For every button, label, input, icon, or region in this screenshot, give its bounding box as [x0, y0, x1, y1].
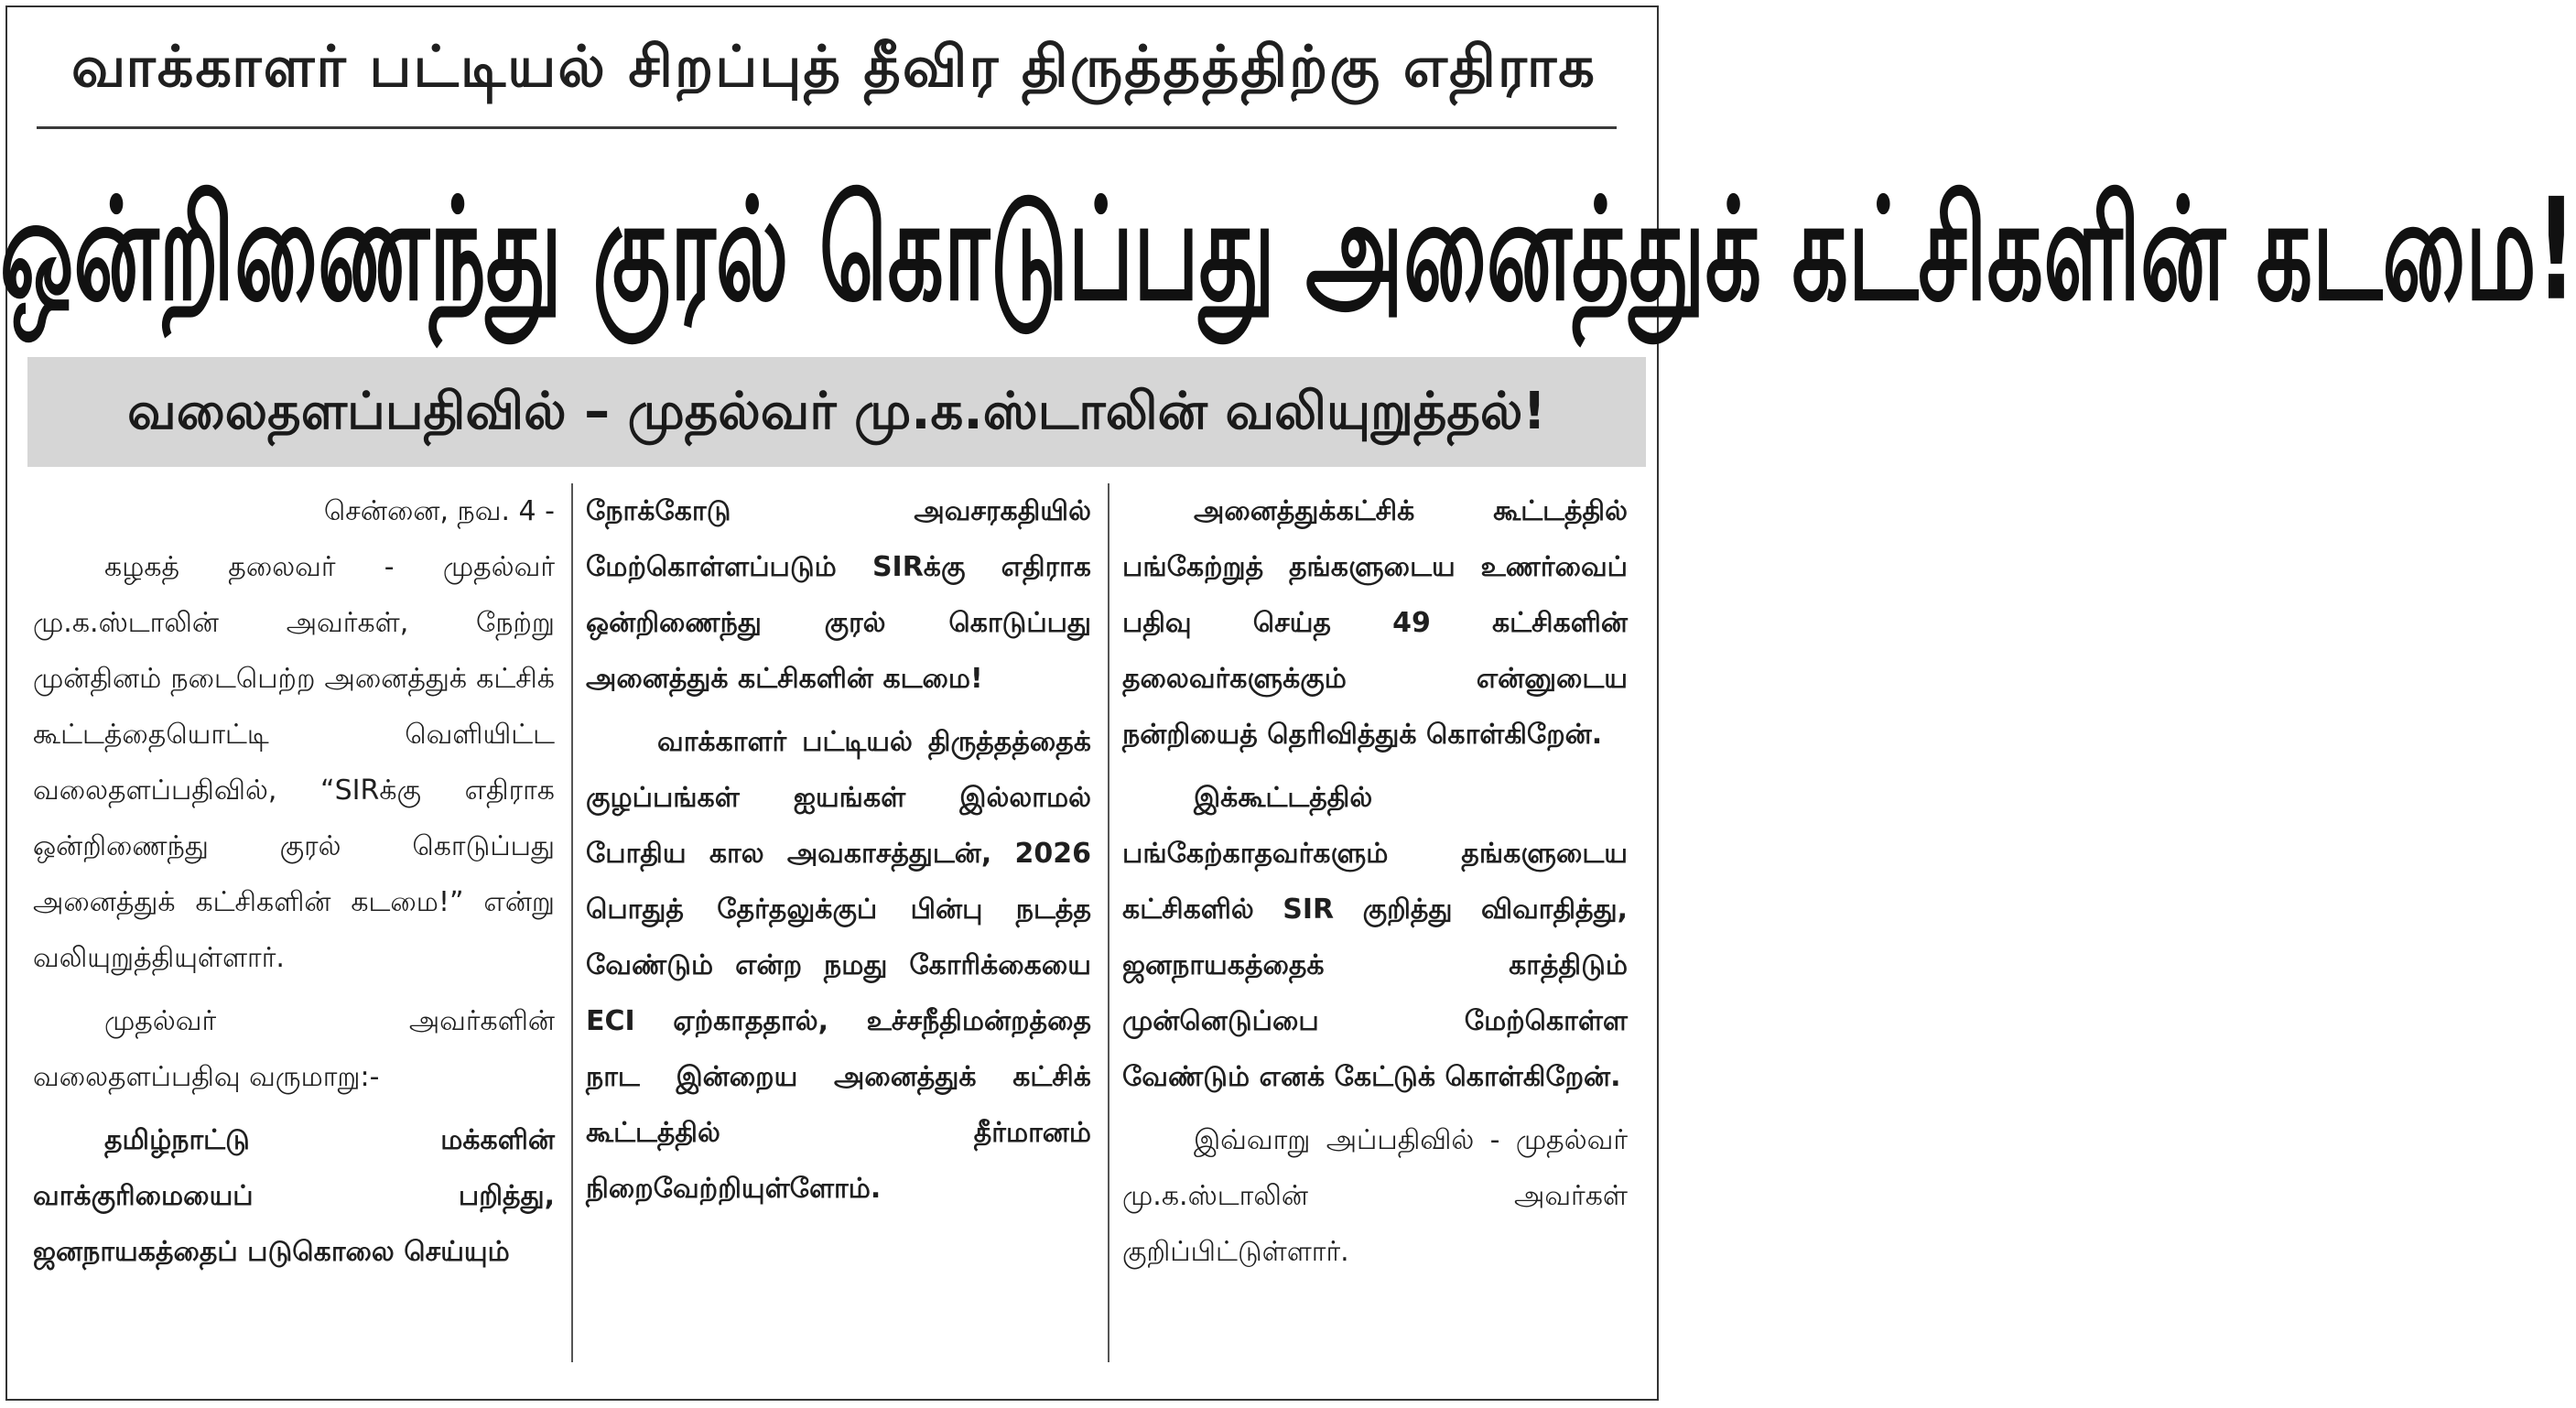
article-column-2: [586, 483, 1091, 1390]
article-column-1: [33, 483, 555, 1390]
subhead-band: [27, 357, 1646, 467]
dateline: சென்னை, நவ. 4 -: [323, 495, 555, 527]
article-headline: ஒன்றிணைந்து குரல் கொடுப்பது அனைத்துக் கட்சிகளின் கடமை!: [0, 168, 2576, 332]
article-subhead: வலைதளப்பதிவில் – முதல்வர் மு.க.ஸ்டாலின் வலியுறுத்தல்!: [127, 382, 1546, 441]
column-1-paragraph-3: தமிழ்நாட்டு மக்களின் வாக்குரிமையைப் பறித்து, ஜனநாயகத்தைப் படுகொலை செய்யும்: [33, 1124, 555, 1268]
article-column-3: [1122, 483, 1628, 1390]
column-3-paragraph-2: இக்கூட்டத்தில் பங்கேற்காதவர்களும் தங்களுடைய கட்சிகளில் SIR குறித்து விவாதித்து, ஜனநாயகத்தைக் காத்திடும் முன்னெடுப்பை மேற்கொள்ள வேண்டும் எனக் கேட்டுக் கொள்கிறேன்.: [1122, 782, 1628, 1093]
column-1-paragraph-2: முதல்வர் அவர்களின் வலைதளப்பதிவு வருமாறு:-: [33, 1005, 555, 1093]
column-2-paragraph-2: வாக்காளர் பட்டியல் திருத்தத்தைக் குழப்பங்கள் ஐயங்கள் இல்லாமல் போதிய கால அவகாசத்துடன், 2026 பொதுத் தேர்தலுக்குப் பின்பு நடத்த வேண்டும் என்ற நமது கோரிக்கையை ECI ஏற்காததால், உச்சநீதிமன்றத்தை நாட இன்றைய அனைத்துக் கட்சிக் கூட்டத்தில் தீர்மானம் நிறைவேற்றியுள்ளோம்.: [586, 726, 1091, 1205]
article-kicker: வாக்காளர் பட்டியல் சிறப்புத் தீவிர திருத்தத்திற்கு எதிராக: [71, 33, 1596, 100]
column-3-paragraph-3: இவ்வாறு அப்பதிவில் - முதல்வர் மு.க.ஸ்டாலின் அவர்கள் குறிப்பிட்டுள்ளார்.: [1122, 1124, 1628, 1268]
column-1-paragraph-1: கழகத் தலைவர் - முதல்வர் மு.க.ஸ்டாலின் அவர்கள், நேற்று முன்தினம் நடைபெற்ற அனைத்துக் கட்சிக் கூட்டத்தையொட்டி வெளியிட்ட வலைதளப்பதிவில், “SIRக்கு எதிராக ஒன்றிணைந்து குரல் கொடுப்பது அனைத்துக் கட்சிகளின் கடமை!” என்று வலியுறுத்தியுள்ளார்.: [33, 551, 555, 974]
column-divider-1: [571, 483, 573, 1362]
column-3-paragraph-1: அனைத்துக்கட்சிக் கூட்டத்தில் பங்கேற்றுத் தங்களுடைய உணர்வைப் பதிவு செய்த 49 கட்சிகளின் தலைவர்களுக்கும் என்னுடைய நன்றியைத் தெரிவித்துக் கொள்கிறேன்.: [1122, 495, 1628, 751]
column-2-paragraph-1: நோக்கோடு அவசரகதியில் மேற்கொள்ளப்படும் SIRக்கு எதிராக ஒன்றிணைந்து குரல் கொடுப்பது அனைத்துக் கட்சிகளின் கடமை!: [586, 495, 1091, 695]
column-divider-2: [1108, 483, 1109, 1362]
